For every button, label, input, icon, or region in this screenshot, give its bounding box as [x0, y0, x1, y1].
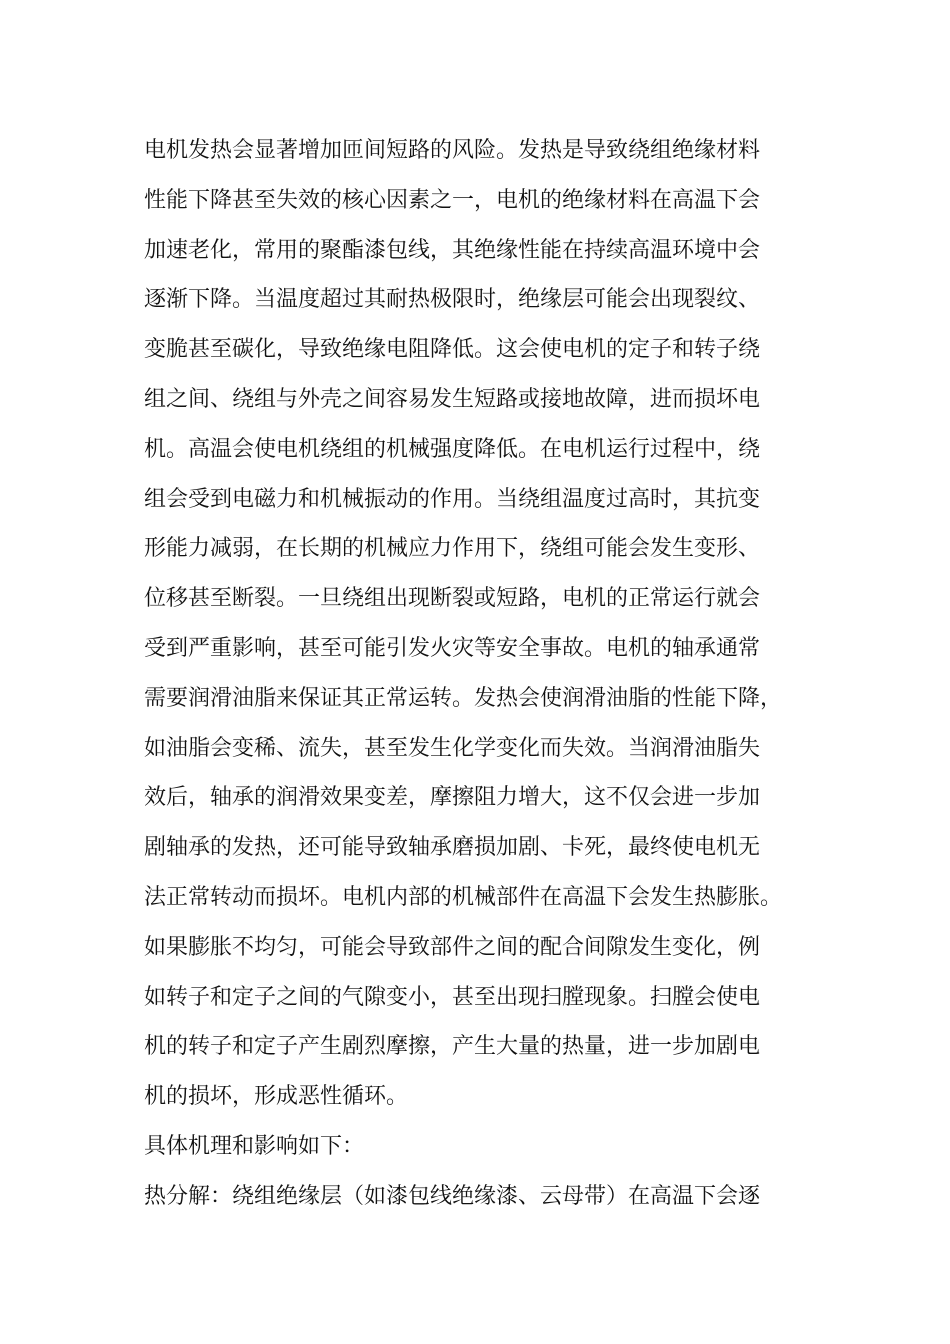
- text-line: 受到严重影响，甚至可能引发火灾等安全事故。电机的轴承通常: [144, 635, 761, 661]
- text-line: 效后，轴承的润滑效果变差，摩擦阻力增大，这不仅会进一步加: [144, 785, 761, 811]
- text-line: 形能力减弱，在长期的机械应力作用下，绕组可能会发生变形、: [144, 536, 761, 562]
- text-line: 机的转子和定子产生剧烈摩擦，产生大量的热量，进一步加剧电: [144, 1034, 761, 1060]
- text-line: 位移甚至断裂。一旦绕组出现断裂或短路，电机的正常运行就会: [144, 586, 761, 612]
- text-line: 机的损坏，形成恶性循环。: [144, 1084, 409, 1110]
- text-line: 变脆甚至碳化，导致绝缘电阻降低。这会使电机的定子和转子绕: [144, 337, 761, 363]
- text-line: 如油脂会变稀、流失，甚至发生化学变化而失效。当润滑油脂失: [144, 735, 761, 761]
- text-line: 法正常转动而损坏。电机内部的机械部件在高温下会发生热膨胀。: [144, 884, 783, 910]
- text-line: 机。高温会使电机绕组的机械强度降低。在电机运行过程中，绕: [144, 436, 761, 462]
- text-line: 如转子和定子之间的气隙变小，甚至出现扫膛现象。扫膛会使电: [144, 984, 761, 1010]
- text-line: 剧轴承的发热，还可能导致轴承磨损加剧、卡死，最终使电机无: [144, 835, 761, 861]
- text-line: 加速老化，常用的聚酯漆包线，其绝缘性能在持续高温环境中会: [144, 237, 761, 263]
- paragraph-thermal-decomposition: 热分解：绕组绝缘层（如漆包线绝缘漆、云母带）在高温下会逐: [144, 1184, 761, 1209]
- paragraph-mechanism-intro: 具体机理和影响如下：: [144, 1134, 365, 1159]
- text-line: 需要润滑油脂来保证其正常运转。发热会使润滑油脂的性能下降，: [144, 685, 783, 711]
- text-line: 性能下降甚至失效的核心因素之一，电机的绝缘材料在高温下会: [144, 187, 761, 213]
- text-line: 组会受到电磁力和机械振动的作用。当绕组温度过高时，其抗变: [144, 486, 761, 512]
- text-line: 电机发热会显著增加匝间短路的风险。发热是导致绕组绝缘材料: [144, 138, 761, 163]
- paragraph-main: [144, 126, 824, 1122]
- text-line: 逐渐下降。当温度超过其耐热极限时，绝缘层可能会出现裂纹、: [144, 287, 761, 313]
- text-line: 如果膨胀不均匀，可能会导致部件之间的配合间隙发生变化，例: [144, 934, 761, 960]
- text-line: 组之间、绕组与外壳之间容易发生短路或接地故障，进而损坏电: [144, 386, 761, 412]
